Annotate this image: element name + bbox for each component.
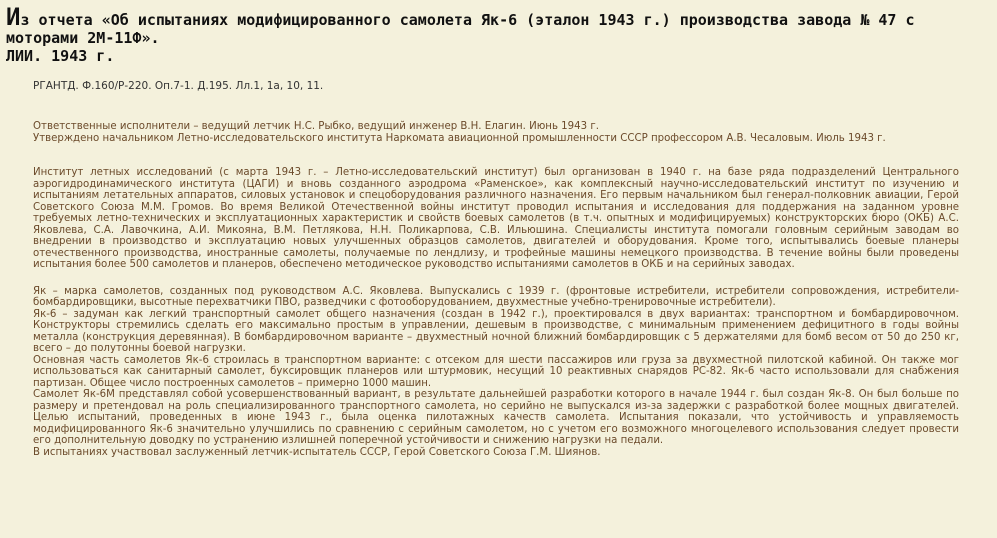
archive-source-reference: РГАНТД. Ф.160/Р-220. Оп.7-1. Д.195. Лл.1, 1а, 10, 11. [33, 80, 324, 92]
title-line-3: ЛИИ. 1943 г. [6, 47, 115, 65]
paragraph-gap [33, 144, 959, 167]
title-line-1-text: з отчета «Об испытаниях модифицированного самолета Як-6 (эталон 1943 г.) производства завода № 47 с [20, 11, 915, 29]
paragraph-lii: Институт летных исследований (с марта 1943 г. – Летно-исследовательский институт) был организован в 1940 г. на базе ряда подразделений Центрального аэрогидродинамического института (ЦАГИ) и вновь созданного аэродрома «Раменское», как комплексный научно-исследовательский институт по изучению и испытаниям летательных аппаратов, силовых установок и спецоборудования различного назначения. Его первым начальником был генерал-полковник авиации, Герой Советского Союза М.М. Громов. Во время Великой Отечественной войны институт проводил испытания и исследования для поддержания на заданном уровне требуемых летно-технических и эксплуатационных характеристик и свойств боевых самолетов (в т.ч. опытных и модифицируемых) конструкторских бюро (ОКБ) А.С. Яковлева, С.А. Лавочкина, А.И. Микояна, В.М. Петлякова, Н.Н. Поликарпова, С.В. Ильюшина. Специалисты института помогали головным серийным заводам во внедрении в производство и эксплуатацию новых улучшенных образцов самолетов, двигателей и оборудования. Кроме того, испытывались боевые планеры отечественного производства, иностранные самолеты, получаемые по лендлизу, и трофейные машины немецкого производства. В течение войны были проведены испытания более 500 самолетов и планеров, обеспечено методическое руководство испытаниями самолетов в ОКБ и на серийных заводах. [33, 167, 959, 270]
responsible-persons: Ответственные исполнители – ведущий летчик Н.С. Рыбко, ведущий инженер В.Н. Елагин. Июнь 1943 г. [33, 121, 599, 132]
title-line-2: моторами 2М-11Ф». [6, 29, 160, 47]
paragraph-yak6: Як-6 – задуман как легкий транспортный самолет общего назначения (создан в 1942 г.), проектировался в двух вариантах: транспортном и бомбардировочном. Конструкторы стремились сделать его максимально простым в управлении, дешевым в производстве, с минимальным применением дефицитного в годы войны металла (конструкция деревянная). В бомбардировочном варианте – двухместный ночной ближний бомбардировщик с 5 держателями для бомб весом от 50 до 250 кг, всего – до полутонны боевой нагрузки. [33, 308, 959, 354]
paragraph-gap [33, 271, 959, 286]
paragraph-pilot: В испытаниях участвовал заслуженный летчик-испытатель СССР, Герой Советского Союза Г.М. Шиянов. [33, 446, 601, 458]
paragraph-transport: Основная часть самолетов Як-6 строилась в транспортном варианте: с отсеком для шести пассажиров или груза за двухместной пилотской кабиной. Он также мог использоваться как санитарный самолет, буксировщик планеров или штурмовик, несущий 10 реактивных снарядов РС-82. Як-6 часто использовали для снабжения партизан. Общее число построенных самолетов – примерно 1000 машин. [33, 354, 959, 389]
approval-note: Утверждено начальником Летно-исследовательского института Наркомата авиационной промышленности СССР профессором А.В. Чесаловым. Июль 1943 г. [33, 132, 886, 144]
title-line-1 [6, 3, 991, 31]
document-body [33, 121, 959, 458]
document-title [6, 3, 991, 65]
paragraph-yak6m: Самолет Як-6М представлял собой усовершенствованный вариант, в результате дальнейшей разработки которого в начале 1944 г. был создан Як-8. Он был больше по размеру и претендовал на роль специализированного транспортного самолета, но серийно не выпускался из-за задержки с разработкой более мощных двигателей. Целью испытаний, проведенных в июне 1943 г., была оценка пилотажных качеств самолета. Испытания показали, что устойчивость и управляемость модифицированного Як-6 значительно улучшились по сравнению с серийным самолетом, но с учетом его возможного многоцелевого использования следует провести его дополнительную доводку по устранению излишней поперечной устойчивости и снижению нагрузки на педали. [33, 389, 959, 446]
title-drop-letter: И [6, 3, 21, 31]
paragraph-yak: Як – марка самолетов, созданных под руководством А.С. Яковлева. Выпускались с 1939 г. (фронтовые истребители, истребители сопровождения, истребители-бомбардировщики, высотные перехватчики ПВО, разведчики с фотооборудованием, двухместные учебно-тренировочные истребители). [33, 285, 959, 308]
